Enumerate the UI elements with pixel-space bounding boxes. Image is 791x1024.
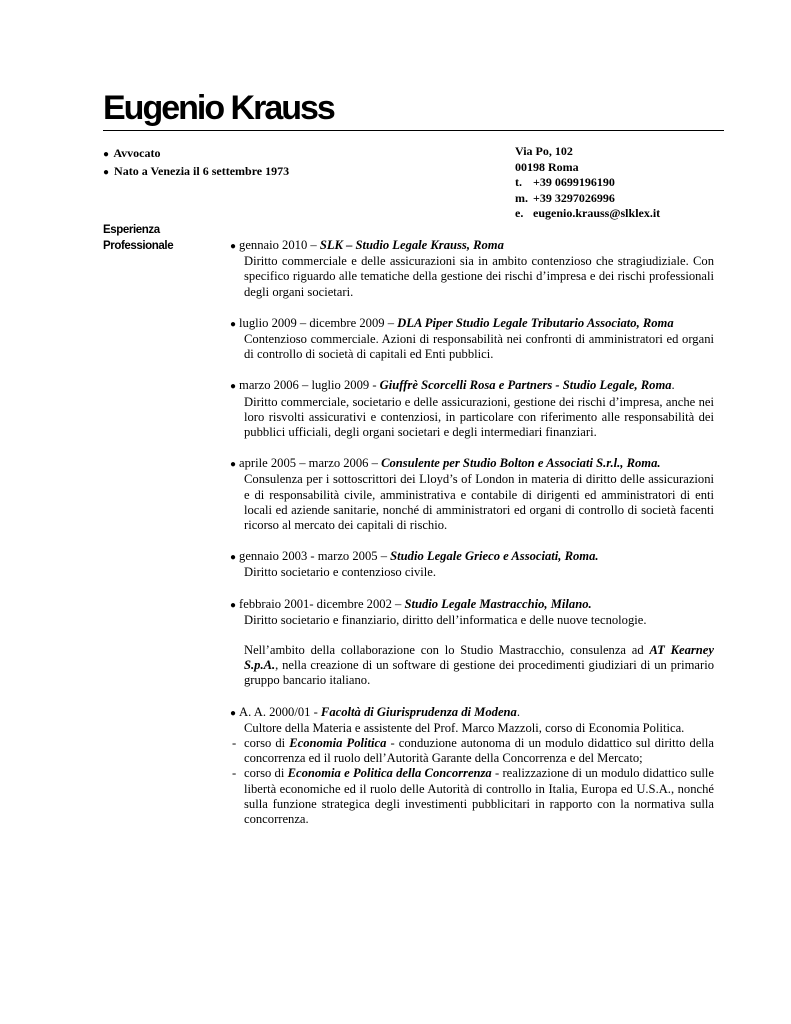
mobile-line bbox=[515, 191, 660, 207]
address-line-1: Via Po, 102 bbox=[515, 144, 573, 158]
bullet-icon: ● bbox=[230, 707, 237, 719]
experience-entry bbox=[230, 705, 714, 828]
section-heading-line-1: Esperienza bbox=[103, 224, 160, 236]
profession: Avvocato bbox=[113, 146, 161, 160]
entry-extra-paragraph bbox=[244, 643, 714, 689]
entry-heading bbox=[230, 456, 714, 472]
entry-organization: Studio Legale Grieco e Associati, Roma. bbox=[390, 549, 599, 564]
course-description: - conduzione autonoma di un modulo didattico sul diritto della concorrenza ed il ruolo dell’Autorità Garante della Concorrenza e del Mercato; bbox=[244, 736, 715, 766]
dash-icon: - bbox=[232, 736, 237, 751]
course-name: Economia e Politica della Concorrenza bbox=[287, 766, 492, 781]
bullet-icon: ● bbox=[103, 167, 110, 178]
mobile-label: m. bbox=[515, 190, 528, 205]
entry-heading bbox=[230, 705, 714, 721]
mobile-number: +39 3297026996 bbox=[533, 190, 615, 205]
experience-list bbox=[230, 238, 714, 827]
entry-organization: Consulente per Studio Bolton e Associati S.r.l., Roma. bbox=[381, 456, 661, 471]
entry-heading bbox=[230, 378, 714, 394]
page-title: Eugenio Krauss bbox=[103, 89, 334, 127]
entry-dates: luglio 2009 – dicembre 2009 – bbox=[239, 315, 394, 330]
paragraph-text: , nella creazione di un software di gestione dei procedimenti giudiziari di un primario gruppo bancario italiano. bbox=[244, 658, 714, 688]
list-item bbox=[230, 766, 714, 827]
bullet-icon: ● bbox=[230, 552, 237, 564]
entry-heading bbox=[230, 316, 714, 332]
client-name: AT Kearney S.p.A. bbox=[244, 643, 714, 673]
section-heading-line-2: Professionale bbox=[103, 240, 174, 252]
entry-organization: DLA Piper Studio Legale Tributario Associato, Roma bbox=[397, 315, 674, 330]
entry-organization: SLK – Studio Legale Krauss, Roma bbox=[319, 238, 504, 252]
bullet-icon: ● bbox=[230, 459, 237, 471]
experience-entry bbox=[230, 316, 714, 363]
experience-entry bbox=[230, 456, 714, 533]
bullet-icon: ● bbox=[230, 318, 237, 330]
birth-line bbox=[103, 163, 289, 181]
entry-heading bbox=[230, 549, 714, 565]
course-prefix: corso di bbox=[244, 736, 286, 751]
course-name: Economia Politica bbox=[289, 736, 387, 751]
dash-icon: - bbox=[232, 766, 237, 781]
experience-entry bbox=[230, 238, 714, 300]
entry-dates: febbraio 2001- dicembre 2002 – bbox=[239, 596, 402, 611]
experience-entry bbox=[230, 378, 714, 440]
entry-description: Cultore della Materia e assistente del Prof. Marco Mazzoli, corso di Economia Politica. bbox=[244, 720, 685, 735]
entry-dates: marzo 2006 – luglio 2009 - bbox=[239, 378, 377, 393]
course-description: - realizzazione di un modulo didattico sulle libertà economiche ed il ruolo delle Autorità di controllo in Italia, Europa ed U.S.A., nonché sulla funzione strategica degli investimenti pubblicitari in rapporto con la normativa sulla concorrenza. bbox=[244, 766, 714, 827]
entry-dates: gennaio 2003 - marzo 2005 – bbox=[239, 549, 387, 564]
entry-organization: Giuffrè Scorcelli Rosa e Partners - Studio Legale, Roma bbox=[379, 378, 672, 393]
section-heading-experience bbox=[103, 222, 173, 254]
entry-organization: Facoltà di Giurisprudenza di Modena bbox=[320, 704, 517, 719]
entry-dates: aprile 2005 – marzo 2006 – bbox=[239, 456, 378, 471]
entry-description: Diritto commerciale, societario e delle assicurazioni, gestione dei rischi d’impresa, anche nei loro risvolti assicurativi e contenziosi, in particolare con riferimento alle responsabilità dei pubblici ufficiali, degli organi societari e degli intermediari finanziari. bbox=[244, 394, 714, 440]
entry-organization: Studio Legale Mastracchio, Milano. bbox=[404, 596, 592, 611]
phone-number: +39 0699196190 bbox=[533, 175, 615, 189]
entry-dates: gennaio 2010 – bbox=[239, 238, 317, 252]
paragraph-text: Nell’ambito della collaborazione con lo Studio Mastracchio, consulenza ad bbox=[244, 643, 644, 658]
phone-line bbox=[515, 175, 660, 191]
bullet-icon: ● bbox=[230, 241, 237, 252]
course-list bbox=[230, 736, 714, 827]
entry-description: Contenzioso commerciale. Azioni di responsabilità nei confronti di amministratori ed organi di controllo di società di capitali ed Enti pubblici. bbox=[244, 332, 714, 362]
entry-heading bbox=[230, 597, 714, 613]
email-link[interactable]: eugenio.krauss@slklex.it bbox=[533, 206, 661, 220]
bullet-icon: ● bbox=[103, 149, 110, 160]
personal-info bbox=[103, 145, 289, 181]
phone-label: t. bbox=[515, 175, 522, 189]
entry-description: Diritto societario e finanziario, diritto dell’informatica e delle nuove tecnologie. bbox=[244, 612, 647, 627]
address-line-2: 00198 Roma bbox=[515, 159, 579, 174]
bullet-icon: ● bbox=[230, 381, 237, 393]
entry-heading bbox=[230, 238, 714, 254]
contact-block bbox=[515, 144, 660, 222]
entry-description: Diritto societario e contenzioso civile. bbox=[244, 565, 436, 580]
experience-entry bbox=[230, 549, 714, 580]
entry-description: Diritto commerciale e delle assicurazioni sia in ambito contenzioso che stragiudiziale. Con specifico riguardo alle tematiche della gestione dei rischi d’impresa e dei rischi professionali degli organi societari. bbox=[244, 254, 714, 299]
course-prefix: corso di bbox=[244, 766, 285, 781]
experience-entry bbox=[230, 597, 714, 689]
birth-info: Nato a Venezia il 6 settembre 1973 bbox=[114, 164, 290, 178]
entry-heading-tail: . bbox=[516, 704, 521, 719]
email-label: e. bbox=[515, 206, 524, 220]
list-item bbox=[230, 736, 714, 766]
entry-dates: A. A. 2000/01 - bbox=[239, 704, 318, 719]
profession-line bbox=[103, 145, 289, 163]
header-divider bbox=[103, 130, 724, 131]
bullet-icon: ● bbox=[230, 599, 237, 611]
entry-heading-tail: . bbox=[671, 378, 675, 393]
entry-description: Consulenza per i sottoscrittori dei Lloyd’s of London in materia di diritto delle assicurazioni e di responsabilità civile, amministrativa e contabile di dirigenti ed amministratori di enti locali ed aziende sanitarie, nonché di amministratori ed organi di controllo di società facenti ricorso al mercato dei capitali di rischio. bbox=[244, 472, 714, 533]
email-line bbox=[515, 206, 660, 222]
